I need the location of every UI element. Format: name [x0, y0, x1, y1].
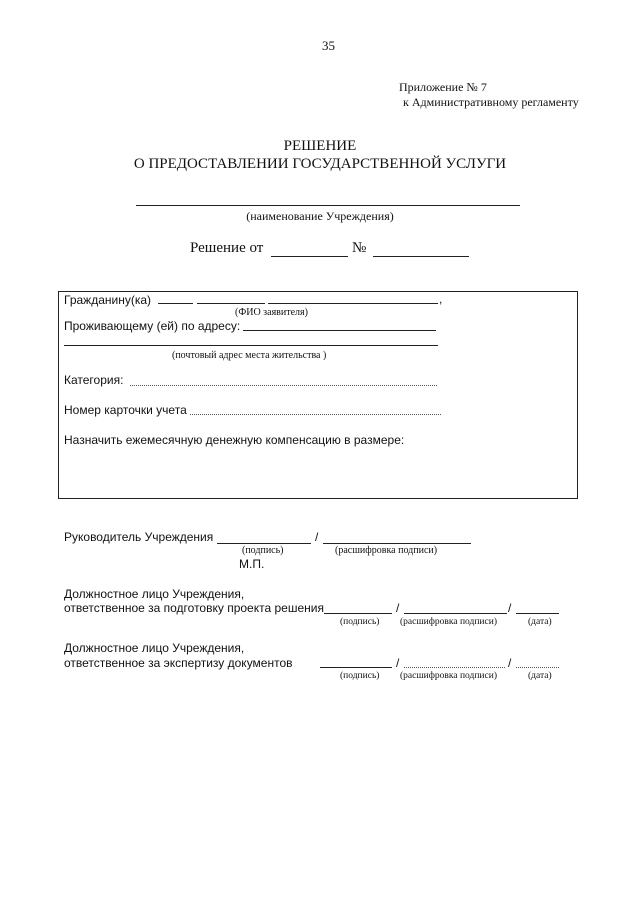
- official1-decode-caption: (расшифровка подписи): [400, 617, 497, 627]
- official2-sign-caption: (подпись): [340, 671, 380, 681]
- official2-date-caption: (дата): [528, 671, 552, 681]
- official1-slash-1: /: [396, 601, 400, 615]
- official1-signature-line[interactable]: [324, 613, 392, 614]
- address-line-1[interactable]: [243, 330, 436, 331]
- official1-line-1: Должностное лицо Учреждения,: [64, 587, 245, 601]
- official1-line-2: ответственное за подготовку проекта решения: [64, 601, 324, 615]
- card-number-line[interactable]: [190, 414, 441, 415]
- official1-date-caption: (дата): [528, 617, 552, 627]
- official2-decode-caption: (расшифровка подписи): [400, 671, 497, 681]
- official2-line-2: ответственное за экспертизу документов: [64, 656, 293, 670]
- address-line-2[interactable]: [64, 345, 438, 346]
- compensation-label: Назначить ежемесячную денежную компенсацию в размере:: [64, 433, 405, 447]
- title-line-2: О ПРЕДОСТАВЛЕНИИ ГОСУДАРСТВЕННОЙ УСЛУГИ: [133, 156, 507, 172]
- institution-name-line[interactable]: [136, 205, 520, 206]
- official2-slash-2: /: [508, 656, 512, 670]
- card-number-label: Номер карточки учета: [64, 403, 187, 417]
- decision-date-line[interactable]: [271, 256, 348, 257]
- head-label: Руководитель Учреждения: [64, 530, 214, 544]
- address-caption: (почтовый адрес места жительства ): [172, 350, 327, 361]
- official2-decode-line[interactable]: [404, 667, 505, 668]
- head-decode-caption: (расшифровка подписи): [335, 545, 438, 556]
- official2-line-1: Должностное лицо Учреждения,: [64, 641, 245, 655]
- head-decode-line[interactable]: [323, 543, 471, 544]
- citizen-name-line-3[interactable]: [268, 303, 438, 304]
- official1-sign-caption: (подпись): [340, 617, 380, 627]
- citizen-label: Гражданину(ка): [64, 293, 152, 307]
- official2-signature-line[interactable]: [320, 667, 392, 668]
- institution-caption: (наименование Учреждения): [246, 209, 394, 223]
- citizen-name-line-2[interactable]: [197, 303, 265, 304]
- category-line[interactable]: [130, 385, 437, 386]
- decision-number-sign: №: [352, 240, 367, 256]
- decision-number-line[interactable]: [373, 256, 469, 257]
- official1-date-line[interactable]: [516, 613, 559, 614]
- official1-slash-2: /: [508, 601, 512, 615]
- official1-decode-line[interactable]: [404, 613, 507, 614]
- address-label: Проживающему (ей) по адресу:: [64, 319, 241, 333]
- head-sign-caption: (подпись): [242, 545, 284, 556]
- stamp-label: М.П.: [239, 557, 265, 571]
- appendix-line-1: Приложение № 7: [399, 80, 487, 94]
- official2-date-line[interactable]: [516, 667, 559, 668]
- fio-caption: (ФИО заявителя): [235, 307, 308, 318]
- appendix-line-2: к Административному регламенту: [403, 95, 579, 109]
- head-signature-line[interactable]: [217, 543, 311, 544]
- head-slash: /: [315, 530, 319, 544]
- decision-from-label: Решение от: [190, 240, 264, 256]
- category-label: Категория:: [64, 373, 124, 387]
- title-line-1: РЕШЕНИЕ: [283, 138, 357, 154]
- citizen-comma: ,: [439, 292, 443, 306]
- citizen-name-line-1[interactable]: [158, 303, 193, 304]
- official2-slash-1: /: [396, 656, 400, 670]
- page-number: 35: [322, 38, 335, 53]
